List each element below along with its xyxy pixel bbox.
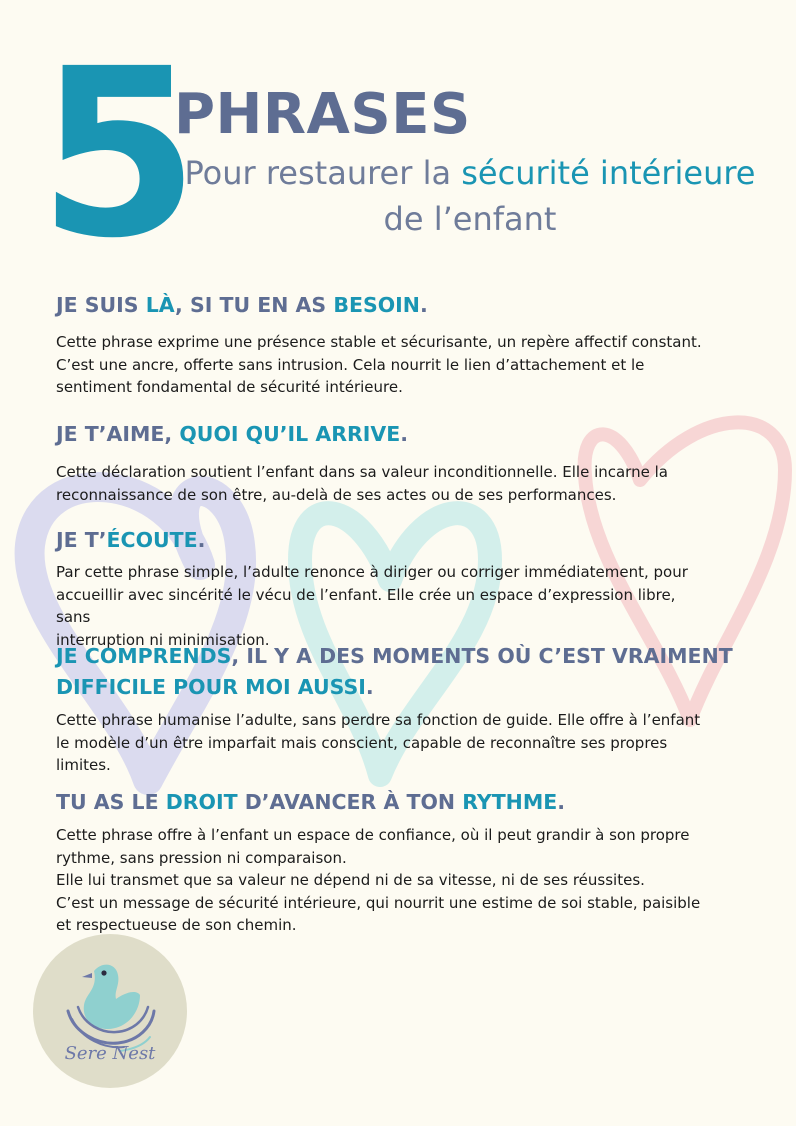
phrase-title bbox=[56, 290, 706, 321]
title-part: , IL Y A DES MOMENTS OÙ C’EST VRAIMENT bbox=[231, 644, 733, 668]
title-part: JE T’ bbox=[56, 528, 107, 552]
logo-wordmark: Sere Nest bbox=[64, 1043, 156, 1064]
title-highlight: LÀ bbox=[145, 293, 176, 317]
phrase-section-5 bbox=[56, 787, 706, 937]
title-part: . bbox=[197, 528, 206, 552]
text-line: rythme, sans pression ni comparaison. bbox=[56, 848, 347, 867]
page-subtitle bbox=[170, 150, 770, 242]
title-part: JE SUIS bbox=[56, 293, 146, 317]
title-part: . bbox=[365, 675, 374, 699]
phrase-section-2 bbox=[56, 419, 706, 506]
phrase-text bbox=[56, 331, 706, 399]
subtitle-line-2: de l’enfant bbox=[383, 200, 557, 238]
phrase-title bbox=[56, 419, 706, 450]
title-part: JE T’AIME, bbox=[56, 422, 180, 446]
big-number-five: 5 bbox=[38, 19, 196, 289]
title-part: TU AS LE bbox=[56, 790, 166, 814]
text-line: limites. bbox=[56, 756, 111, 774]
text-line: C’est un message de sécurité intérieure, qui nourrit une estime de soi stable, paisible bbox=[56, 893, 701, 912]
phrase-section-1 bbox=[56, 290, 706, 399]
text-line: sentiment fondamental de sécurité intérieure. bbox=[56, 378, 403, 396]
phrase-title bbox=[56, 525, 706, 556]
serenest-logo bbox=[32, 933, 188, 1089]
text-line: Cette phrase exprime une présence stable et sécurisante, un repère affectif constant. bbox=[56, 333, 702, 351]
page-title: PHRASES bbox=[174, 82, 471, 147]
text-line: le modèle d’un être imparfait mais conscient, capable de reconnaître ses propres bbox=[56, 733, 668, 752]
phrase-text bbox=[56, 461, 706, 506]
text-line: Par cette phrase simple, l’adulte renonce à diriger ou corriger immédiatement, pour bbox=[56, 563, 688, 581]
title-highlight: ÉCOUTE bbox=[106, 528, 198, 552]
title-part: . bbox=[557, 790, 566, 814]
title-highlight: DROIT bbox=[165, 790, 238, 814]
phrase-section-3 bbox=[56, 525, 706, 651]
title-highlight: DIFFICILE POUR MOI AUSSI bbox=[56, 675, 366, 699]
text-line: Cette phrase humanise l’adulte, sans perdre sa fonction de guide. Elle offre à l’enfant bbox=[56, 711, 701, 729]
title-highlight: QUOI QU’IL ARRIVE bbox=[179, 422, 401, 446]
text-line: Cette phrase offre à l’enfant un espace de confiance, où il peut grandir à son propre bbox=[56, 826, 690, 844]
phrase-title bbox=[56, 641, 736, 703]
phrase-text bbox=[56, 824, 706, 937]
text-line: Elle lui transmet que sa valeur ne dépend ni de sa vitesse, ni de ses réussites. bbox=[56, 871, 645, 889]
title-part: . bbox=[419, 293, 428, 317]
text-line: reconnaissance de son être, au-delà de ses actes ou de ses performances. bbox=[56, 485, 617, 504]
text-line: accueillir avec sincérité le vécu de l’enfant. Elle crée un espace d’expression libre, sans bbox=[56, 585, 676, 626]
text-line: et respectueuse de son chemin. bbox=[56, 916, 297, 934]
title-highlight: JE COMPRENDS bbox=[56, 644, 232, 668]
subtitle-prefix: Pour restaurer la bbox=[184, 154, 462, 192]
title-part: D’AVANCER À TON bbox=[237, 790, 463, 814]
phrase-text bbox=[56, 709, 736, 777]
title-highlight: RYTHME bbox=[462, 790, 558, 814]
title-highlight: BESOIN bbox=[333, 293, 420, 317]
phrase-section-4 bbox=[56, 641, 736, 777]
title-part: . bbox=[400, 422, 409, 446]
text-line: interruption ni minimisation. bbox=[56, 630, 270, 649]
title-part: , SI TU EN AS bbox=[175, 293, 334, 317]
phrase-text bbox=[56, 561, 706, 651]
text-line: Cette déclaration soutient l’enfant dans sa valeur inconditionnelle. Elle incarne la bbox=[56, 463, 668, 481]
text-line: C’est une ancre, offerte sans intrusion. Cela nourrit le lien d’attachement et le bbox=[56, 355, 645, 374]
phrase-title bbox=[56, 787, 706, 818]
subtitle-highlight: sécurité intérieure bbox=[461, 154, 756, 192]
